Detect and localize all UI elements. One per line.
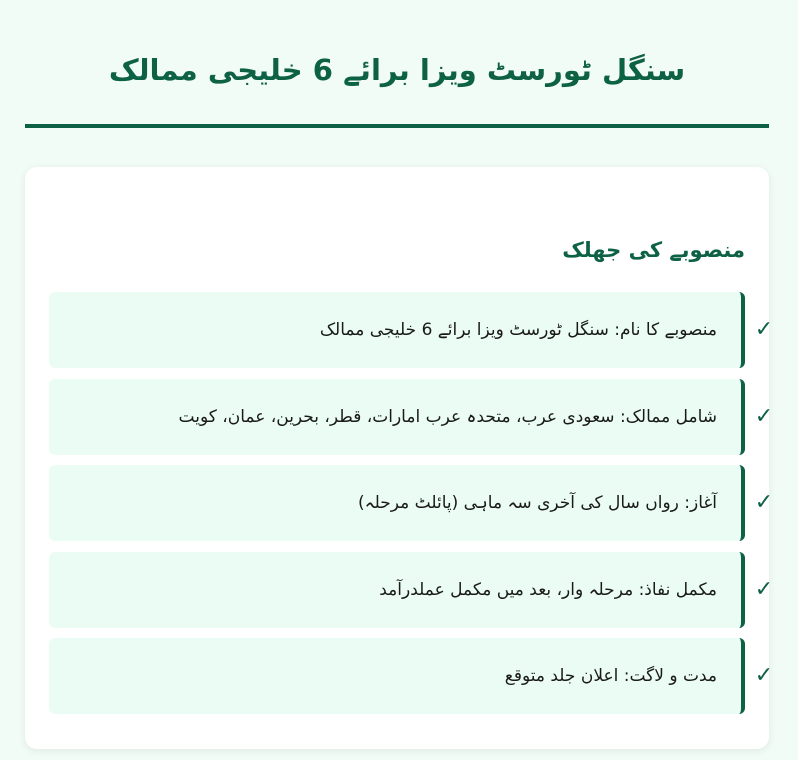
list-item-text: آغاز: رواں سال کی آخری سہ ماہی (پائلٹ مرحلہ) [358,493,717,513]
check-icon: ✓ [754,317,774,342]
list-item-text: مکمل نفاذ: مرحلہ وار، بعد میں مکمل عملدرآمد [379,579,717,600]
overview-card [25,167,774,749]
check-icon: ✓ [754,576,774,602]
list-item [49,638,774,714]
list-item [49,552,774,628]
list-item-text: منصوبے کا نام: سنگل ٹورسٹ ویزا برائے 6 خلیجی ممالک [319,320,717,340]
check-icon: ✓ [754,663,774,688]
section-title: منصوبے کی جھلک [562,238,745,262]
list-item [49,465,774,541]
overview-list [49,292,774,725]
list-item [49,292,774,368]
check-icon: ✓ [754,403,774,429]
list-item-text: شامل ممالک: سعودی عرب، متحدہ عرب امارات، قطر، بحرین، عمان، کویت [178,406,717,427]
page-header [25,0,769,128]
list-item-text: مدت و لاگت: اعلان جلد متوقع [504,666,717,686]
page-title: سنگل ٹورسٹ ویزا برائے 6 خلیجی ممالک [108,53,686,87]
check-icon: ✓ [754,490,774,515]
list-item [49,379,774,455]
